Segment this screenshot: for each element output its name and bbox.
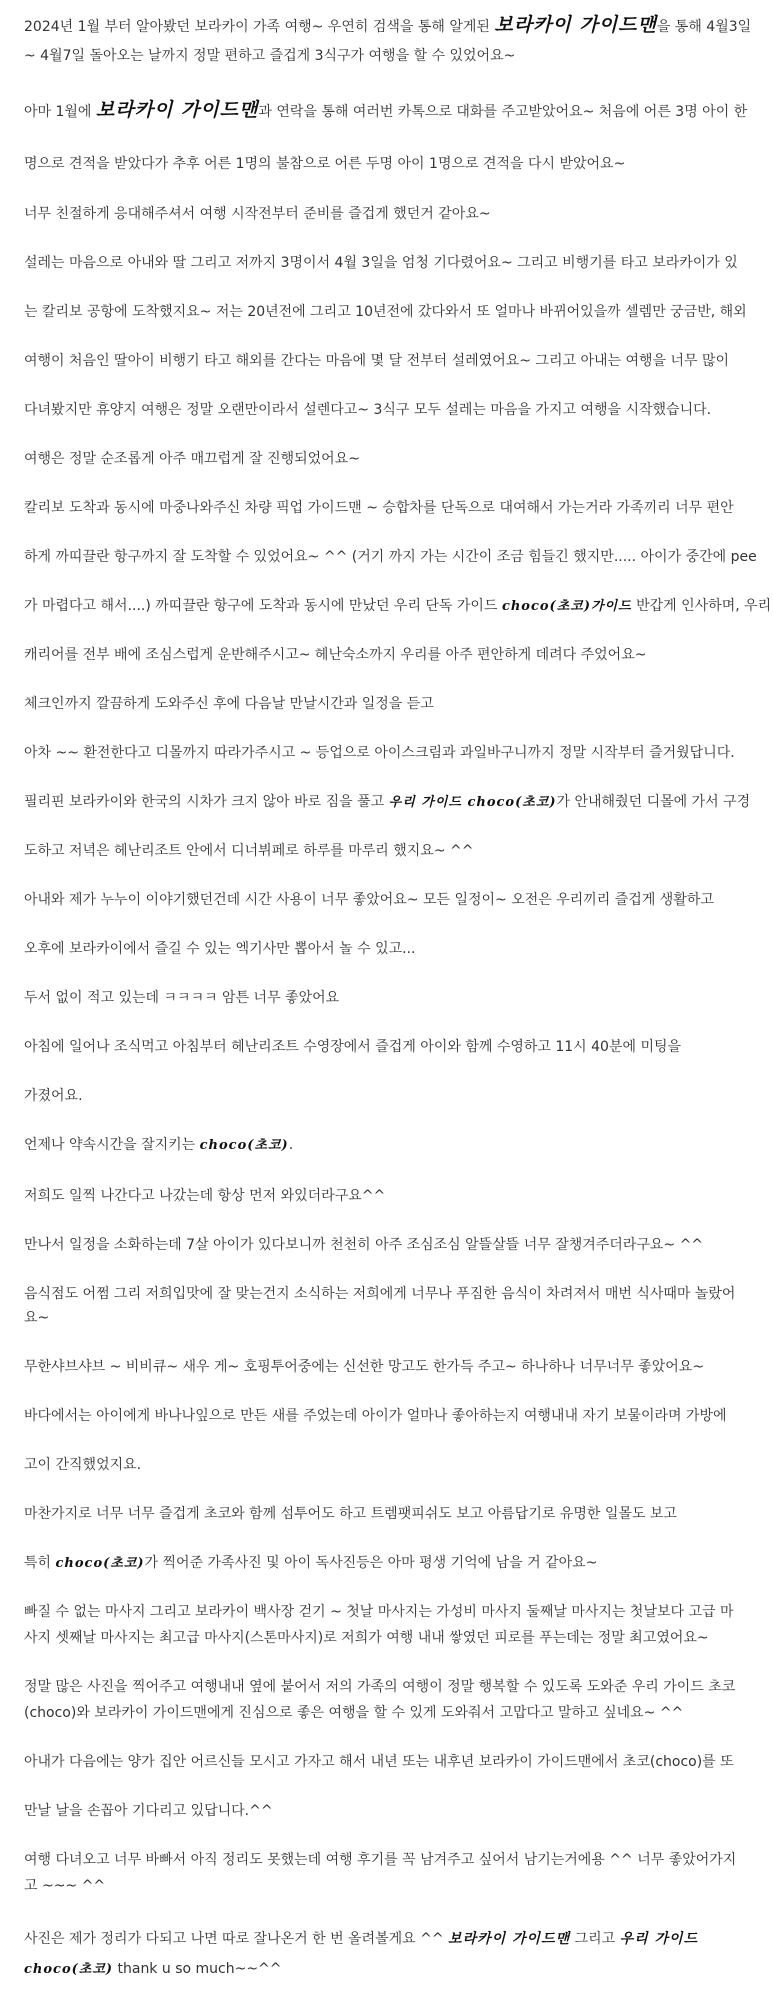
brand-mark-our-guide: 우리 가이드 xyxy=(619,1931,699,1947)
review-paragraph-15: 만나서 일정을 소화하는데 7살 아이가 있다보니까 천천히 아주 조심조심 알뜰살뜰 너무 잘챙겨주더라구요~ ^^ xyxy=(24,1237,704,1253)
review-paragraph-5: 여행은 정말 순조롭게 아주 매끄럽게 잘 진행되었어요~ xyxy=(24,451,360,467)
review-paragraph-22-line-2: (choco)와 보라카이 가이드맨에게 진심으로 좋은 여행을 할 수 있게 도와줘서 고맙다고 말하고 싶네요~ ^^ xyxy=(24,1705,684,1721)
review-paragraph-4-line-1: 설레는 마음으로 아내와 딸 그리고 저까지 3명이서 4월 3일을 엄청 기다렸어요~ 그리고 비행기를 타고 보라카이가 있 xyxy=(24,255,738,271)
review-paragraph-11: 두서 없이 적고 있는데 ㅋㅋㅋㅋ 암튼 너무 좋았어요 xyxy=(24,990,340,1006)
review-paragraph-21-line-1: 빠질 수 없는 마사지 그리고 보라카이 백사장 걷기 ~ 첫날 마사지는 가성비 마사지 둘째날 마사지는 첫날보다 고급 마 xyxy=(24,1604,734,1620)
review-paragraph-8: 아차 ~~ 환전한다고 디몰까지 따라가주시고 ~ 등업으로 아이스크림과 과일바구니까지 정말 시작부터 즐거웠답니다. xyxy=(24,745,735,761)
review-paragraph-14: 저희도 일찍 나간다고 나갔는데 항상 먼저 와있더라구요^^ xyxy=(24,1188,386,1204)
review-paragraph-20 xyxy=(24,1552,755,1575)
brand-mark-choco: choco(초코) xyxy=(55,1556,145,1571)
review-paragraph-18-line-1: 바다에서는 아이에게 바나나잎으로 만든 새를 주었는데 아이가 얼마나 좋아하는지 여행내내 자기 보물이라며 가방에 xyxy=(24,1408,727,1424)
review-paragraph-25 xyxy=(24,1928,755,1950)
review-paragraph-24-line-2: 고 ~~~ ^^ xyxy=(24,1878,106,1894)
review-paragraph-18-line-2: 고이 간직했었지요. xyxy=(24,1457,142,1473)
review-paragraph-6-line-2: 하게 까띠끌란 항구까지 잘 도착할 수 있었어요~ ^^ (거기 까지 가는 시간이 조금 힘들긴 했지만..... 아이가 중간에 pee xyxy=(24,549,757,565)
review-paragraph-12-line-1: 아침에 일어나 조식먹고 아침부터 헤난리조트 수영장에서 즐겁게 아이와 함께 수영하고 11시 40분에 미팅을 xyxy=(24,1039,682,1055)
review-text: 과 연락을 통해 여러번 카톡으로 대화를 주고받았어요~ 처음에 어른 3명 아이 한 xyxy=(258,104,748,120)
review-paragraph-9-line-2: 도하고 저녁은 헤난리조트 안에서 디너뷔페로 하루를 마루리 했지요~ ^^ xyxy=(24,843,474,859)
review-paragraph-16-line-2: 요~ xyxy=(24,1310,50,1326)
review-text: 가 안내해줬던 디몰에 가서 구경 xyxy=(556,794,751,810)
review-paragraph-3: 너무 친절하게 응대해주셔서 여행 시작전부터 준비를 즐겁게 했던거 같아요~ xyxy=(24,206,491,222)
brand-mark-guideman: 보라카이 가이드맨 xyxy=(494,14,657,36)
review-paragraph-2-line-2: 명으로 견적을 받았다가 추후 어른 1명의 불참으로 어른 두명 아이 1명으로 견적을 다시 받았어요~ xyxy=(24,156,626,172)
review-text: thank u so much~~^^ xyxy=(113,1961,282,1977)
review-text: . xyxy=(288,1137,294,1153)
review-text: 필리핀 보라카이와 한국의 시차가 크지 않아 바로 짐을 풀고 xyxy=(24,794,389,810)
review-paragraph-6-line-1: 칼리보 도착과 동시에 마중나와주신 차량 픽업 가이드맨 ~ 승합차를 단독으로 대여해서 가는거라 가족끼리 너무 편안 xyxy=(24,500,734,516)
review-paragraph-23-line-2: 만날 날을 손꼽아 기다리고 있답니다.^^ xyxy=(24,1803,273,1819)
review-paragraph-12-line-2: 가졌어요. xyxy=(24,1088,83,1104)
review-text: 2024년 1월 부터 알아봤던 보라카이 가족 여행~ 우연히 검색을 통해 알게된 xyxy=(24,19,495,35)
review-paragraph-25-line-2 xyxy=(24,1958,755,1981)
review-paragraph-4-line-2: 는 칼리보 공항에 도착했지요~ 저는 20년전에 그리고 10년전에 갔다와서 또 얼마나 바뀌어있을까 셀렘만 궁금반, 해외 xyxy=(24,304,747,320)
review-paragraph-23-line-1: 아내가 다음에는 양가 집안 어르신들 모시고 가자고 해서 내년 또는 내후년 보라카이 가이드맨에서 초코(choco)를 또 xyxy=(24,1754,734,1770)
review-text: 사진은 제가 정리가 다되고 나면 따로 잘나온거 한 번 올려볼게요 ^^ xyxy=(24,1931,449,1947)
review-paragraph-1-line-2: ~ 4월7일 돌아오는 날까지 정말 편하고 즐겁게 3식구가 여행을 할 수 있었어요~ xyxy=(24,48,516,64)
review-paragraph-10-line-1: 아내와 제가 누누이 이야기했던건데 시간 사용이 너무 좋았어요~ 모든 일정이~ 오전은 우리끼리 즐겁게 생활하고 xyxy=(24,892,714,908)
review-text: 언제나 약속시간을 잘지키는 xyxy=(24,1137,200,1153)
review-paragraph-6-line-4: 캐리어를 전부 배에 조심스럽게 운반해주시고~ 헤난숙소까지 우리를 아주 편안하게 데려다 주었어요~ xyxy=(24,647,647,663)
review-paragraph-1 xyxy=(24,14,755,38)
review-paragraph-6-line-3 xyxy=(24,595,772,618)
brand-mark-guideman: 보라카이 가이드맨 xyxy=(448,1931,571,1947)
review-paragraph-17: 무한샤브샤브 ~ 비비큐~ 새우 게~ 호핑투어중에는 신선한 망고도 한가득 주고~ 하나하나 너무너무 좋았어요~ xyxy=(24,1359,705,1375)
brand-mark-our-guide-choco: 우리 가이드 choco(초코) xyxy=(388,795,557,810)
review-paragraph-10-line-2: 오후에 보라카이에서 즐길 수 있는 엑기사만 뽑아서 놀 수 있고... xyxy=(24,941,416,957)
brand-mark-choco: choco(초코) xyxy=(199,1138,289,1153)
review-paragraph-2 xyxy=(24,99,755,123)
review-paragraph-21-line-2: 사지 셋째날 마사지는 최고급 마사지(스톤마사지)로 저희가 여행 내내 쌓였던 피로를 푸는데는 정말 최고였어요~ xyxy=(24,1630,709,1646)
review-paragraph-4-line-3: 여행이 처음인 딸아이 비행기 타고 해외를 간다는 마음에 몇 달 전부터 설레였어요~ 그리고 아내는 여행을 너무 많이 xyxy=(24,353,730,369)
review-paragraph-7: 체크인까지 깔끔하게 도와주신 후에 다음날 만날시간과 일정을 듣고 xyxy=(24,696,434,712)
review-paragraph-24-line-1: 여행 다녀오고 너무 바빠서 아직 정리도 못했는데 여행 후기를 꼭 남겨주고 싶어서 남기는거에용 ^^ 너무 좋았어가지 xyxy=(24,1852,737,1868)
brand-mark-guideman: 보라카이 가이드맨 xyxy=(95,99,259,121)
brand-mark-choco-guide: choco(초코)가이드 xyxy=(501,599,632,614)
review-paragraph-19: 마찬가지로 너무 너무 즐겁게 초코와 함께 섬투어도 하고 트렘팻피쉬도 보고 아름답기로 유명한 일몰도 보고 xyxy=(24,1506,677,1522)
review-text: 가 찍어준 가족사진 및 아이 독사진등은 아마 평생 기억에 남을 거 같아요~ xyxy=(144,1555,598,1571)
review-paragraph-22-line-1: 정말 많은 사진을 찍어주고 여행내내 옆에 붙어서 저의 가족의 여행이 정말 행복할 수 있도록 도와준 우리 가이드 초코 xyxy=(24,1679,736,1695)
review-text: 반갑게 인사하며, 우리 xyxy=(631,598,772,614)
review-text: 을 통해 4월3일 xyxy=(656,19,752,35)
review-paragraph-9 xyxy=(24,791,755,814)
review-text: 가 마렵다고 해서....) 까띠끌란 항구에 도착과 동시에 만났던 우리 단독 가이드 xyxy=(24,598,502,614)
review-paragraph-4-line-4: 다녀봤지만 휴양지 여행은 정말 오랜만이라서 설렌다고~ 3식구 모두 설레는 마음을 가지고 여행을 시작했습니다. xyxy=(24,402,712,418)
review-text: 그리고 xyxy=(570,1931,620,1947)
brand-mark-choco: choco(초코) xyxy=(24,1962,114,1977)
review-paragraph-16-line-1: 음식점도 어쩜 그리 저희입맛에 잘 맞는건지 소식하는 저희에게 너무나 푸짐한 음식이 차려져서 매번 식사때마 놀랐어 xyxy=(24,1286,736,1302)
review-paragraph-13 xyxy=(24,1134,755,1157)
review-text: 특히 xyxy=(24,1555,56,1571)
review-text: 아마 1월에 xyxy=(24,104,96,120)
